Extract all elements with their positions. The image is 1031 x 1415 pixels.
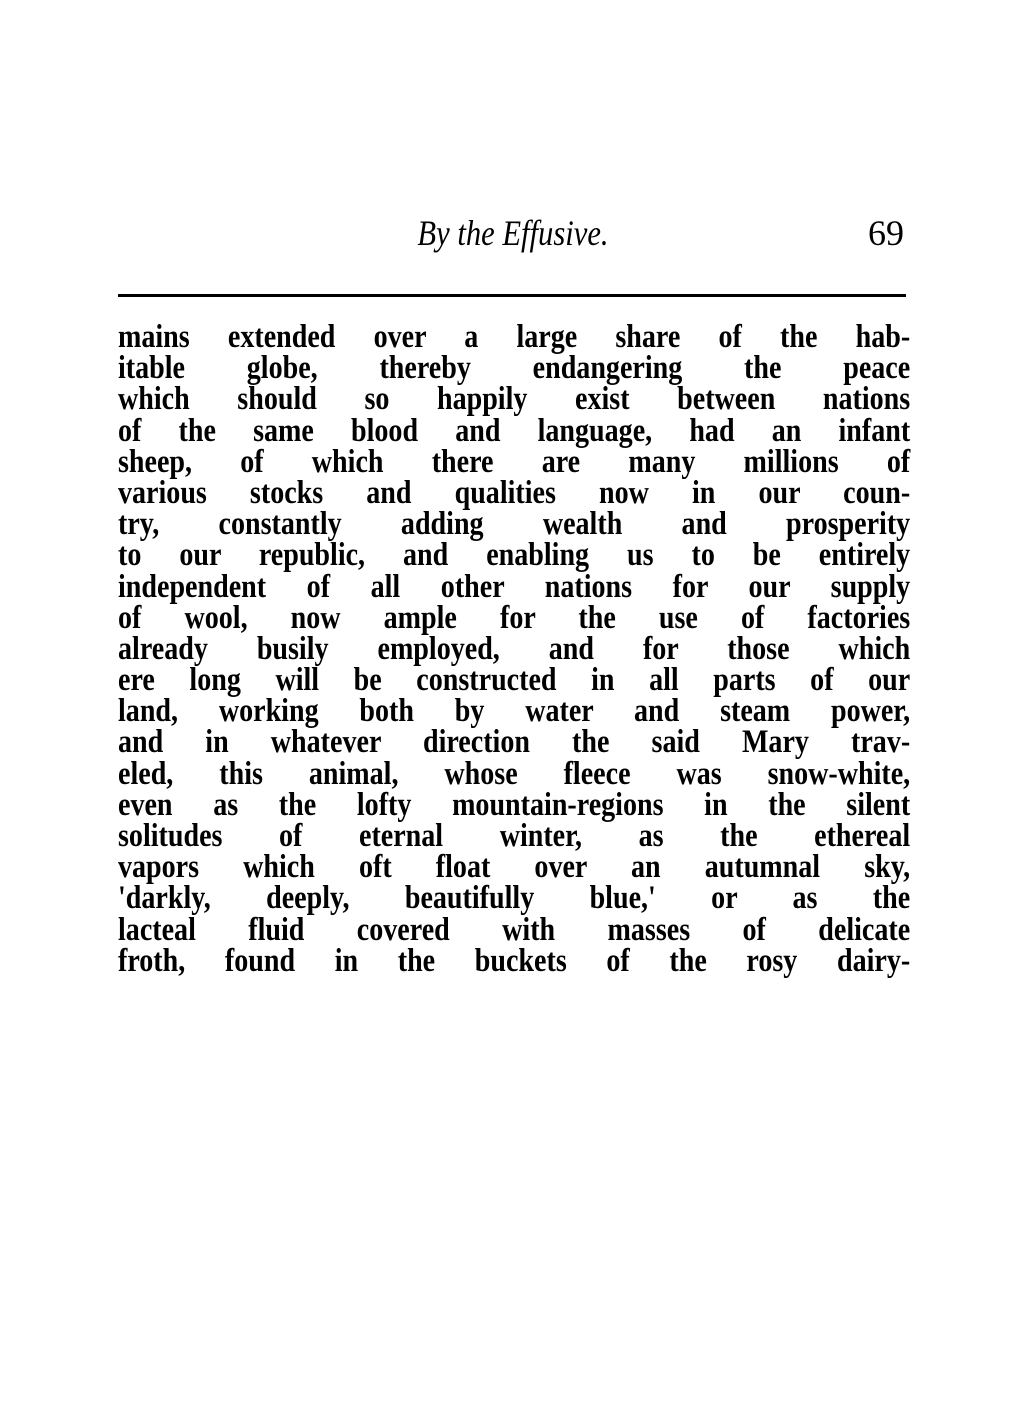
text-line: which should so happily exist between nations [118,381,911,418]
text-line: solitudes of eternal winter, as the ethereal [118,818,911,854]
text-line: and in whatever direction the said Mary trav- [118,724,911,761]
text-line: of the same blood and language, had an infant [118,412,911,449]
text-line: mains extended over a large share of the hab- [118,319,911,355]
text-line: eled, this animal, whose fleece was snow-white, [118,755,911,792]
text-line: land, working both by water and steam power, [118,693,911,730]
text-line: try, constantly adding wealth and prosperity [118,506,911,543]
text-line: various stocks and qualities now in our coun- [118,474,911,511]
body-text [118,319,911,979]
text-line: to our republic, and enabling us to be entirely [118,537,911,574]
text-line: ere long will be constructed in all parts of our [118,662,911,699]
page-number: 69 [868,213,904,253]
text-line: froth, found in the buckets of the rosy dairy- [118,942,911,979]
text-line: independent of all other nations for our supply [118,568,911,605]
text-line: sheep, of which there are many millions of [118,443,911,480]
header-rule [118,294,906,297]
text-line: even as the lofty mountain-regions in the silent [118,786,911,823]
text-line: already busily employed, and for those which [118,630,911,667]
text-line: 'darkly, deeply, beautifully blue,' or as the [118,880,911,917]
text-line: itable globe, thereby endangering the peace [118,350,911,387]
text-line: of wool, now ample for the use of factories [118,599,911,636]
running-head-title: By the Effusive. [417,213,609,253]
text-line: lacteal fluid covered with masses of delicate [118,911,911,948]
running-head [118,212,908,262]
text-line: vapors which oft float over an autumnal sky, [118,849,911,886]
